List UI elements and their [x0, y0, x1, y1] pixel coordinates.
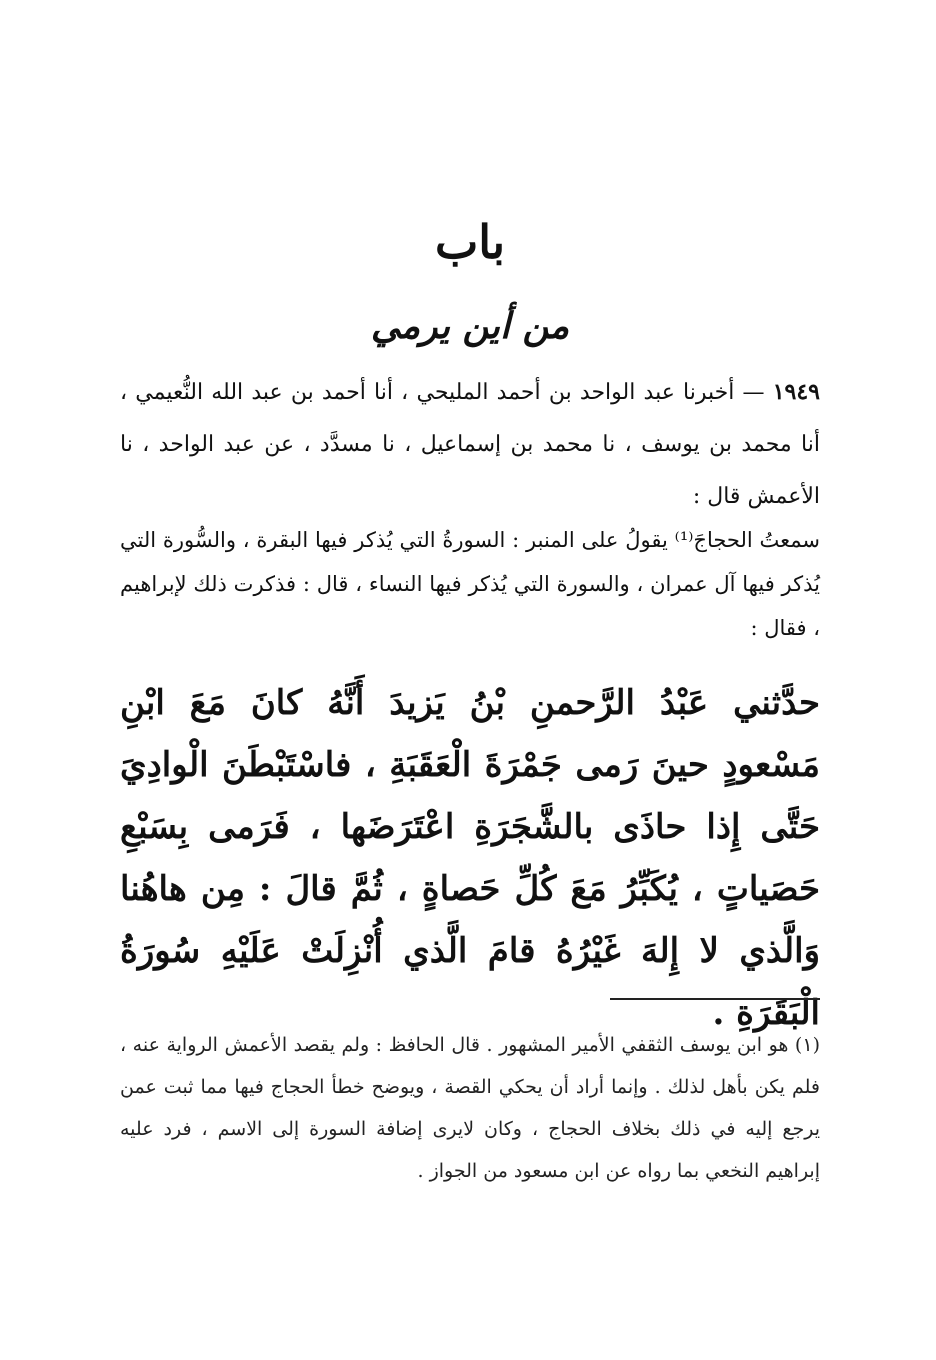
hadith-number: ١٩٤٩	[772, 379, 820, 405]
narration-text: سمعتُ الحجاجَ⁽¹⁾ يقولُ على المنبر : السورةُ التي يُذكر فيها البقرة ، والسُّورة التي يُذكر فيها آل عمران ، والسورة التي يُذكر فيها النساء ، قال : فذكرت ذلك لإبراهيم ، فقال :	[120, 528, 821, 640]
hadith-isnad	[120, 366, 820, 523]
isnad-text: — أخبرنا عبد الواحد بن أحمد المليحي ، أنا أحمد بن عبد الله النُّعيمي ، أنا محمد بن يوسف ، نا محمد بن إسماعيل ، نا مسدَّد ، عن عبد الواحد ، نا الأعمش قال :	[120, 380, 820, 509]
chapter-subtitle: من أين يرمي	[370, 305, 570, 347]
footnote-divider	[610, 998, 820, 1000]
hadith-text: حدَّثني عَبْدُ الرَّحمنِ بْنُ يَزيدَ أَنَّهُ كانَ مَعَ ابْنِ مَسْعودٍ حينَ رَمى جَمْرَةَ الْعَقَبَةِ ، فاسْتَبْطَنَ الْوادِيَ حَتَّى إِذا حاذَى بالشَّجَرَةِ اعْتَرَضَها ، فَرَمى بِسَبْعِ حَصَياتٍ ، يُكَبِّرُ مَعَ كُلِّ حَصاةٍ ، ثُمَّ قالَ : مِن هاهُنا وَالَّذي لا إِلهَ غَيْرُهُ قامَ الَّذي أُنْزِلَتْ عَلَيْهِ سُورَةُ الْبَقَرَةِ .	[120, 683, 820, 1033]
book-page	[120, 0, 820, 1360]
footnote: (١) هو ابن يوسف الثقفي الأمير المشهور . قال الحافظ : ولم يقصد الأعمش الرواية عنه ، فلم يكن بأهل لذلك . وإنما أراد أن يحكي القصة ، ويوضح خطأ الحجاج فيها مما ثبت عمن يرجع إليه في ذلك بخلاف الحجاج ، وكان لايرى إضافة السورة إلى الاسم ، فرد عليه إبراهيم النخعي بما رواه عن ابن مسعود من الجواز .	[120, 1034, 820, 1182]
chapter-title: باب	[434, 215, 506, 269]
